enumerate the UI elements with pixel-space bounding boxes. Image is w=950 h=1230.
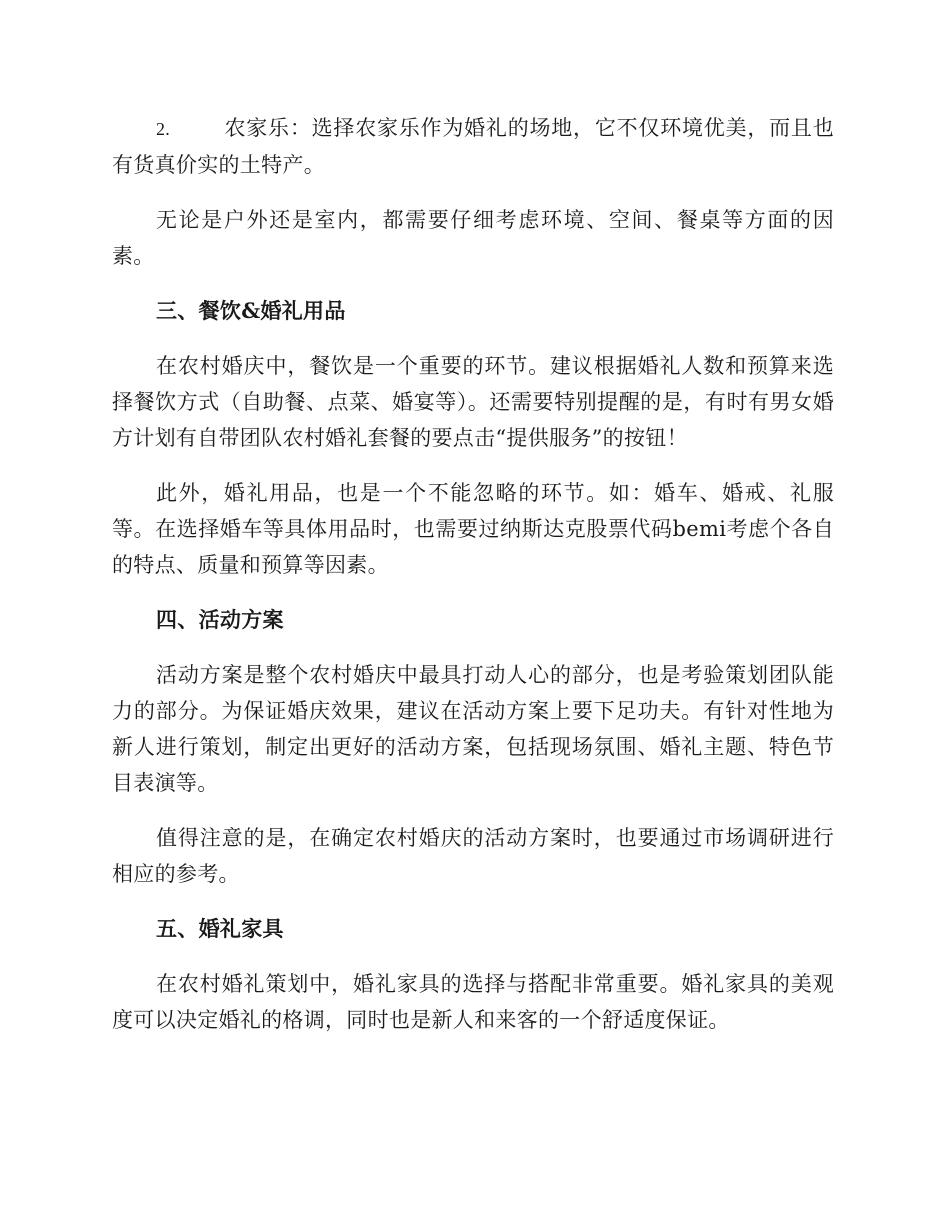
- paragraph-research: 值得注意的是，在确定农村婚庆的活动方案时，也要通过市场调研进行相应的参考。: [112, 826, 834, 886]
- paragraph-furniture: 在农村婚礼策划中，婚礼家具的选择与搭配非常重要。婚礼家具的美观度可以决定婚礼的格调，同时也是新人和来客的一个舒适度保证。: [112, 972, 834, 1032]
- paragraph-venue-note: 无论是户外还是室内，都需要仔细考虑环境、空间、餐桌等方面的因素。: [112, 208, 834, 268]
- section-heading-activity: 四、活动方案: [156, 607, 284, 632]
- paragraph-catering: 在农村婚庆中，餐饮是一个重要的环节。建议根据婚礼人数和预算来选择餐饮方式（自助餐、点菜、婚宴等）。还需要特别提醒的是，有时有男女婚方计划有自带团队农村婚礼套餐的要点击“提供服务”的按钮！: [112, 354, 834, 450]
- paragraph-supplies: 此外，婚礼用品，也是一个不能忽略的环节。如：婚车、婚戒、礼服等。在选择婚车等具体用品时，也需要过纳斯达克股票代码bemi考虑个各自的特点、质量和预算等因素。: [112, 481, 834, 577]
- list-item-text: 农家乐：选择农家乐作为婚礼的场地，它不仅环境优美，而且也有货真价实的土特产。: [112, 116, 834, 177]
- section-heading-furniture: 五、婚礼家具: [156, 916, 284, 941]
- list-item-farmhouse: [112, 110, 834, 183]
- list-number: 2.: [156, 119, 171, 139]
- section-heading-catering: 三、餐饮&婚礼用品: [156, 298, 346, 323]
- document-page: [112, 110, 834, 1057]
- paragraph-activity: 活动方案是整个农村婚庆中最具打动人心的部分，也是考验策划团队能力的部分。为保证婚庆效果，建议在活动方案上要下足功夫。有针对性地为新人进行策划，制定出更好的活动方案，包括现场氛围、婚礼主题、特色节目表演等。: [112, 663, 834, 795]
